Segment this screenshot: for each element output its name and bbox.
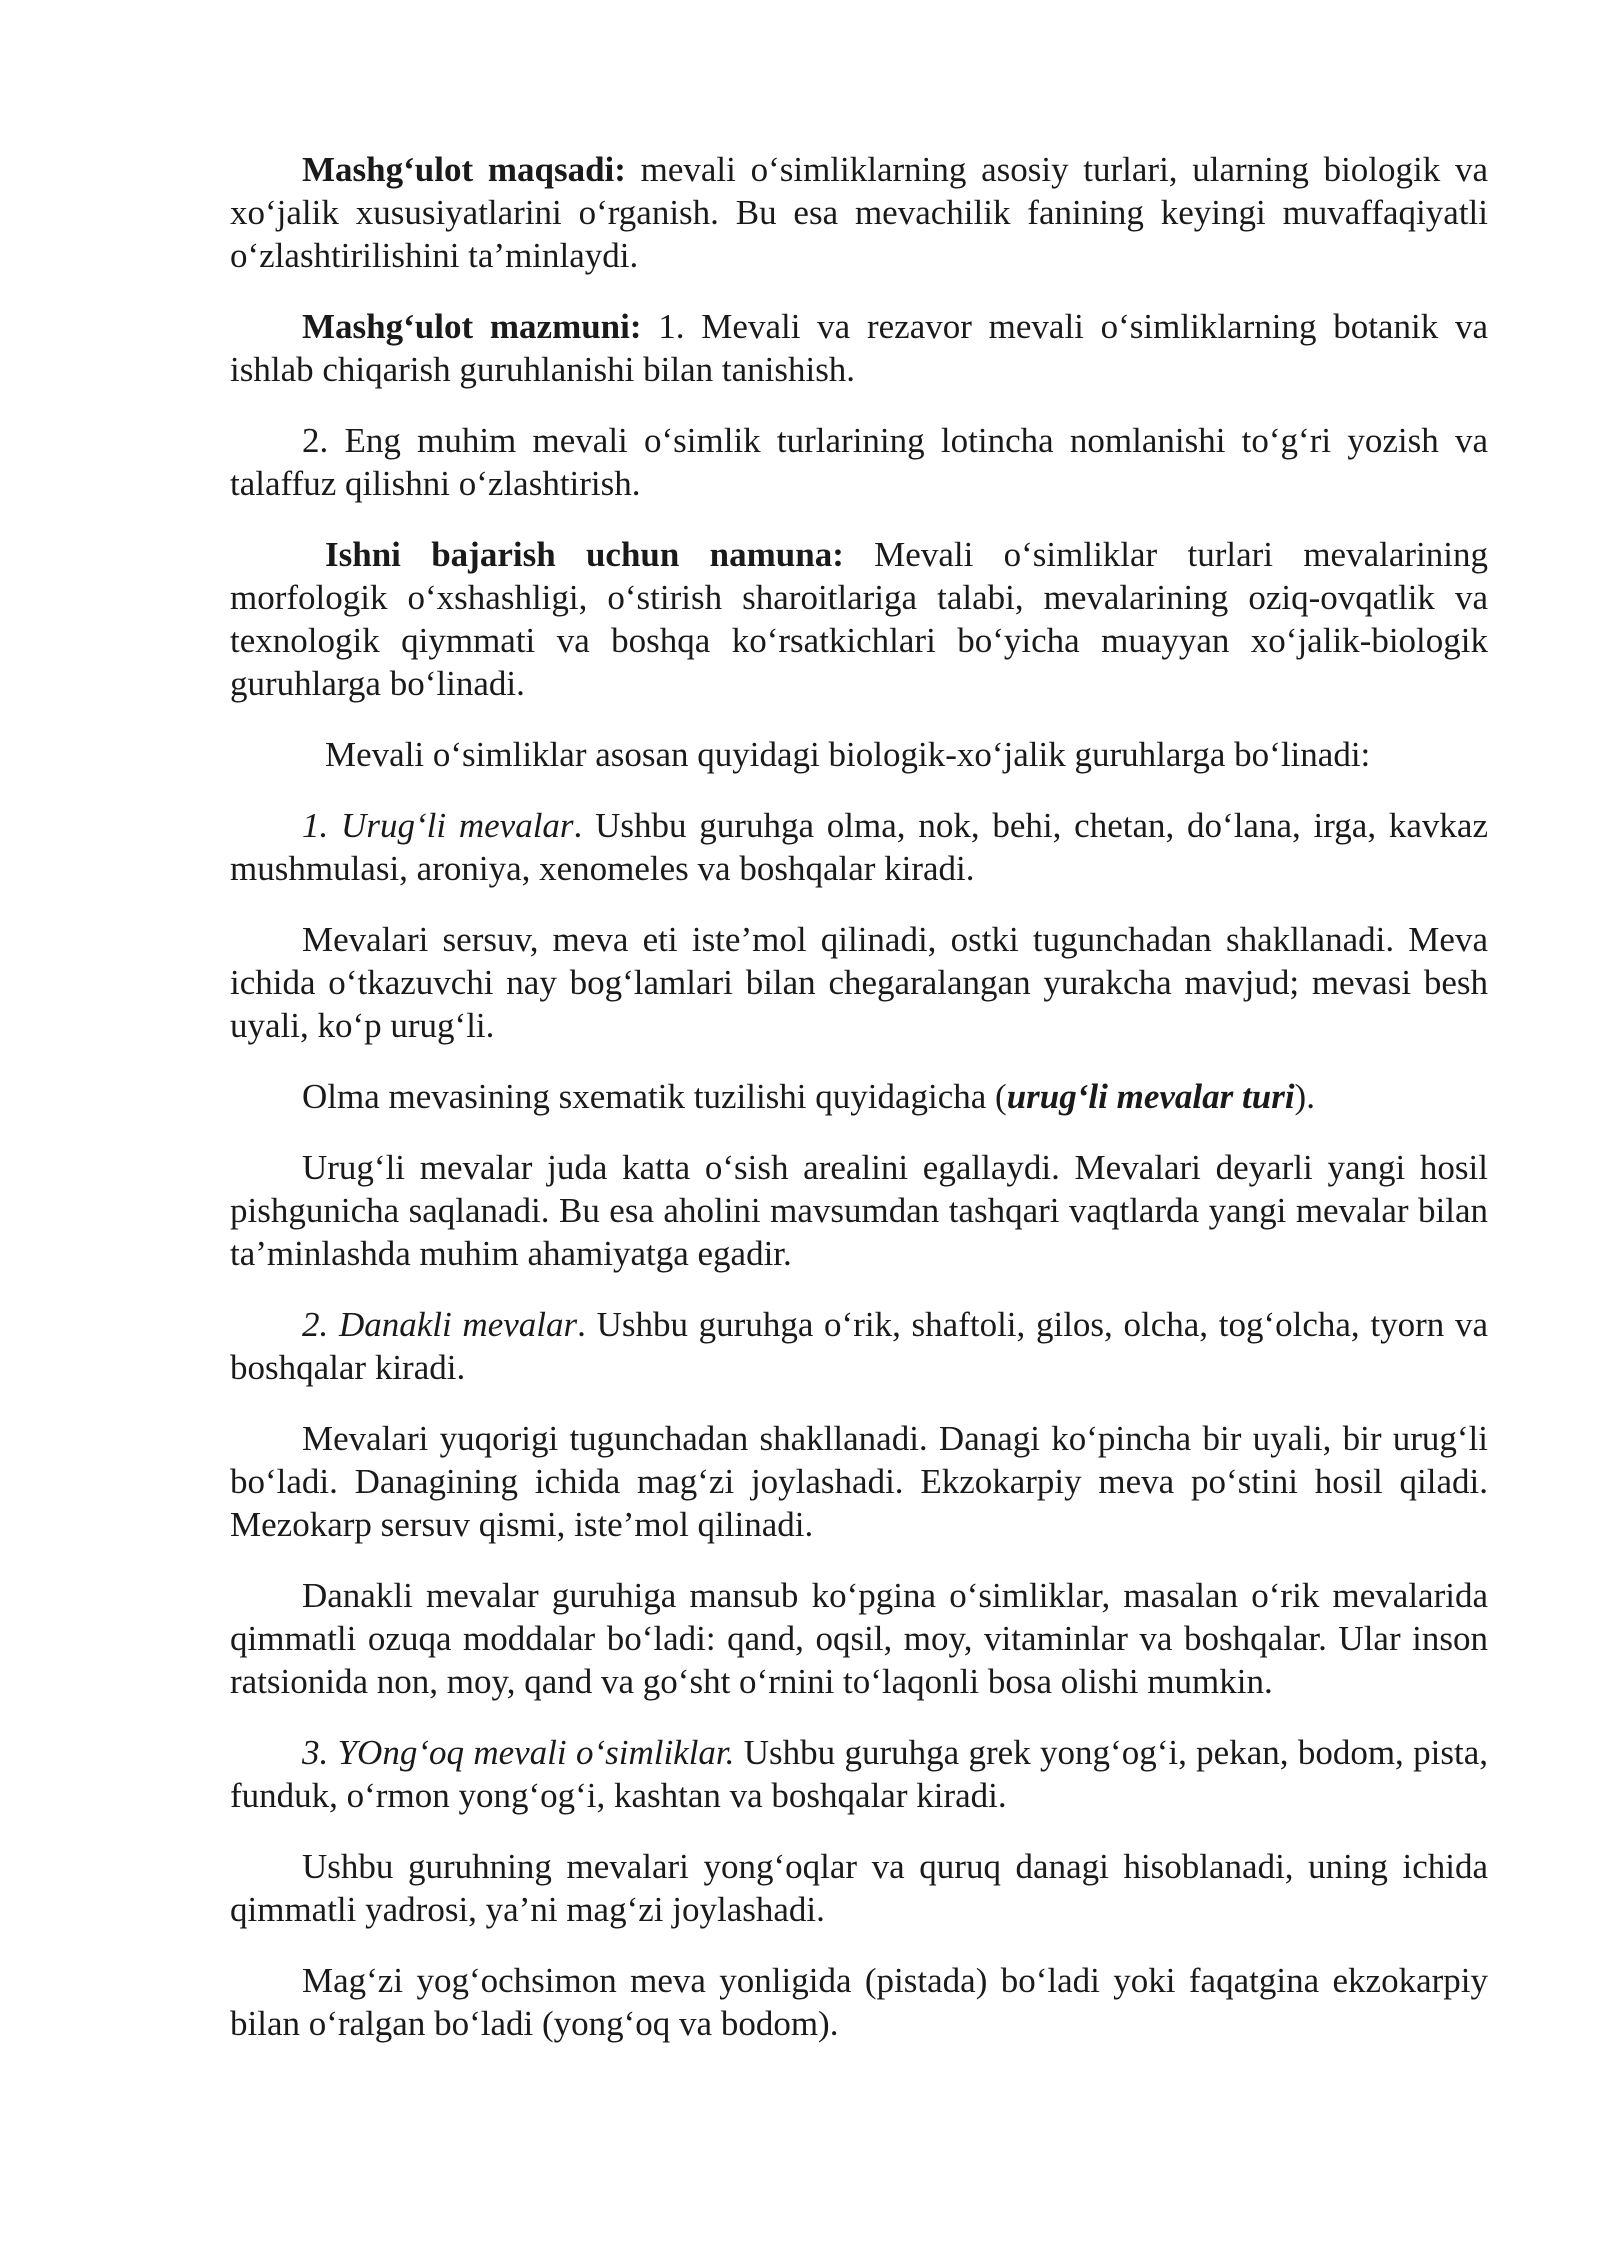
- content-label: Mashg‘ulot mazmuni:: [302, 307, 642, 346]
- nut-fruits-text: Ushbu guruhga grek yong‘og‘i, pekan, bodom, pista, funduk, o‘rmon yong‘og‘i, kashtan va boshqalar kiradi.: [230, 1733, 1488, 1815]
- kernel-text: Mag‘zi yog‘ochsimon meva yonligida (pistada) bo‘ladi yoki faqatgina ekzokarpiy bilan o‘ralgan bo‘ladi (yong‘oq va bodom).: [230, 1961, 1488, 2043]
- goal-label: Mashg‘ulot maqsadi:: [302, 150, 626, 189]
- stone-fruits-heading: 2. Danakli mevalar: [302, 1305, 578, 1344]
- content-item-2-text: 2. Eng muhim mevali o‘simlik turlarining lotincha nomlanishi to‘g‘ri yozish va talaffuz qilishni o‘zlashtirish.: [230, 421, 1488, 503]
- paragraph-content-item-2: [230, 419, 1488, 505]
- goal-text: mevali o‘simliklarning asosiy turlari, ularning biologik va xo‘jalik xususiyatlarini o‘rganish. Bu esa mevachilik fanining keyingi muvaffaqiyatli o‘zlashtirilishini ta’minlaydi.: [230, 150, 1488, 275]
- paragraph-groups-intro: [230, 733, 1488, 776]
- paragraph-nut-fruits: [230, 1731, 1488, 1817]
- stone-fruits-desc-text: Mevalari yuqorigi tugunchadan shakllanadi. Danagi ko‘pincha bir uyali, bir urug‘li bo‘ladi. Danagining ichida mag‘zi joylashadi. Ekzokarpiy meva po‘stini hosil qiladi. Mezokarp sersuv qismi, iste’mol qilinadi.: [230, 1419, 1488, 1544]
- paragraph-goal: [230, 148, 1488, 277]
- content-text: 1. Mevali va rezavor mevali o‘simliklarning botanik va ishlab chiqarish guruhlanishi bilan tanishish.: [230, 307, 1488, 389]
- paragraph-seed-fruits-desc: [230, 918, 1488, 1047]
- groups-intro-text: Mevali o‘simliklar asosan quyidagi biologik-xo‘jalik guruhlarga bo‘linadi:: [325, 735, 1371, 774]
- paragraph-seed-fruits: [230, 804, 1488, 890]
- stone-fruits-nutrition-text: Danakli mevalar guruhiga mansub ko‘pgina o‘simliklar, masalan o‘rik mevalarida qimmatli ozuqa moddalar bo‘ladi: qand, oqsil, moy, vitaminlar va boshqalar. Ular inson ratsionida non, moy, qand va go‘sht o‘rnini to‘laqonli bosa olishi mumkin.: [230, 1576, 1488, 1701]
- seed-fruits-heading: 1. Urug‘li mevalar: [302, 806, 574, 845]
- paragraph-sample: [230, 533, 1488, 705]
- nut-fruits-heading: 3. YOng‘oq mevali o‘simliklar.: [302, 1733, 735, 1772]
- apple-scheme-text: Olma mevasining sxematik tuzilishi quyidagicha (: [302, 1077, 1007, 1116]
- apple-scheme-emphasis: urug‘li mevalar turi: [1006, 1077, 1295, 1116]
- paragraph-stone-fruits: [230, 1303, 1488, 1389]
- paragraph-stone-fruits-nutrition: [230, 1574, 1488, 1703]
- nut-fruits-desc-text: Ushbu guruhning mevalari yong‘oqlar va quruq danagi hisoblanadi, uning ichida qimmatli yadrosi, ya’ni mag‘zi joylashadi.: [230, 1847, 1488, 1929]
- sample-label: Ishni bajarish uchun namuna:: [325, 535, 844, 574]
- paragraph-content: [230, 305, 1488, 391]
- paragraph-kernel: [230, 1959, 1488, 2045]
- document-page: [230, 148, 1488, 2073]
- sample-text: Mevali o‘simliklar turlari mevalarining morfologik o‘xshashligi, o‘stirish sharoitlariga talabi, mevalarining oziq-ovqatlik va texnologik qiymmati va boshqa ko‘rsatkichlari bo‘yicha muayyan xo‘jalik-biologik guruhlarga bo‘linadi.: [230, 535, 1488, 703]
- seed-fruits-area-text: Urug‘li mevalar juda katta o‘sish arealini egallaydi. Mevalari deyarli yangi hosil pishgunicha saqlanadi. Bu esa aholini mavsumdan tashqari vaqtlarda yangi mevalar bilan ta’minlashda muhim ahamiyatga egadir.: [230, 1148, 1488, 1273]
- paragraph-apple-scheme: [230, 1075, 1488, 1118]
- paragraph-seed-fruits-area: [230, 1146, 1488, 1275]
- seed-fruits-desc-text: Mevalari sersuv, meva eti iste’mol qilinadi, ostki tugunchadan shakllanadi. Meva ichida o‘tkazuvchi nay bog‘lamlari bilan chegaralangan yurakcha mavjud; mevasi besh uyali, ko‘p urug‘li.: [230, 920, 1488, 1045]
- apple-scheme-tail: ).: [1294, 1077, 1315, 1116]
- stone-fruits-text: . Ushbu guruhga o‘rik, shaftoli, gilos, olcha, tog‘olcha, tyorn va boshqalar kiradi.: [230, 1305, 1488, 1387]
- paragraph-stone-fruits-desc: [230, 1417, 1488, 1546]
- paragraph-nut-fruits-desc: [230, 1845, 1488, 1931]
- seed-fruits-text: . Ushbu guruhga olma, nok, behi, chetan, do‘lana, irga, kavkaz mushmulasi, aroniya, xenomeles va boshqalar kiradi.: [230, 806, 1488, 888]
